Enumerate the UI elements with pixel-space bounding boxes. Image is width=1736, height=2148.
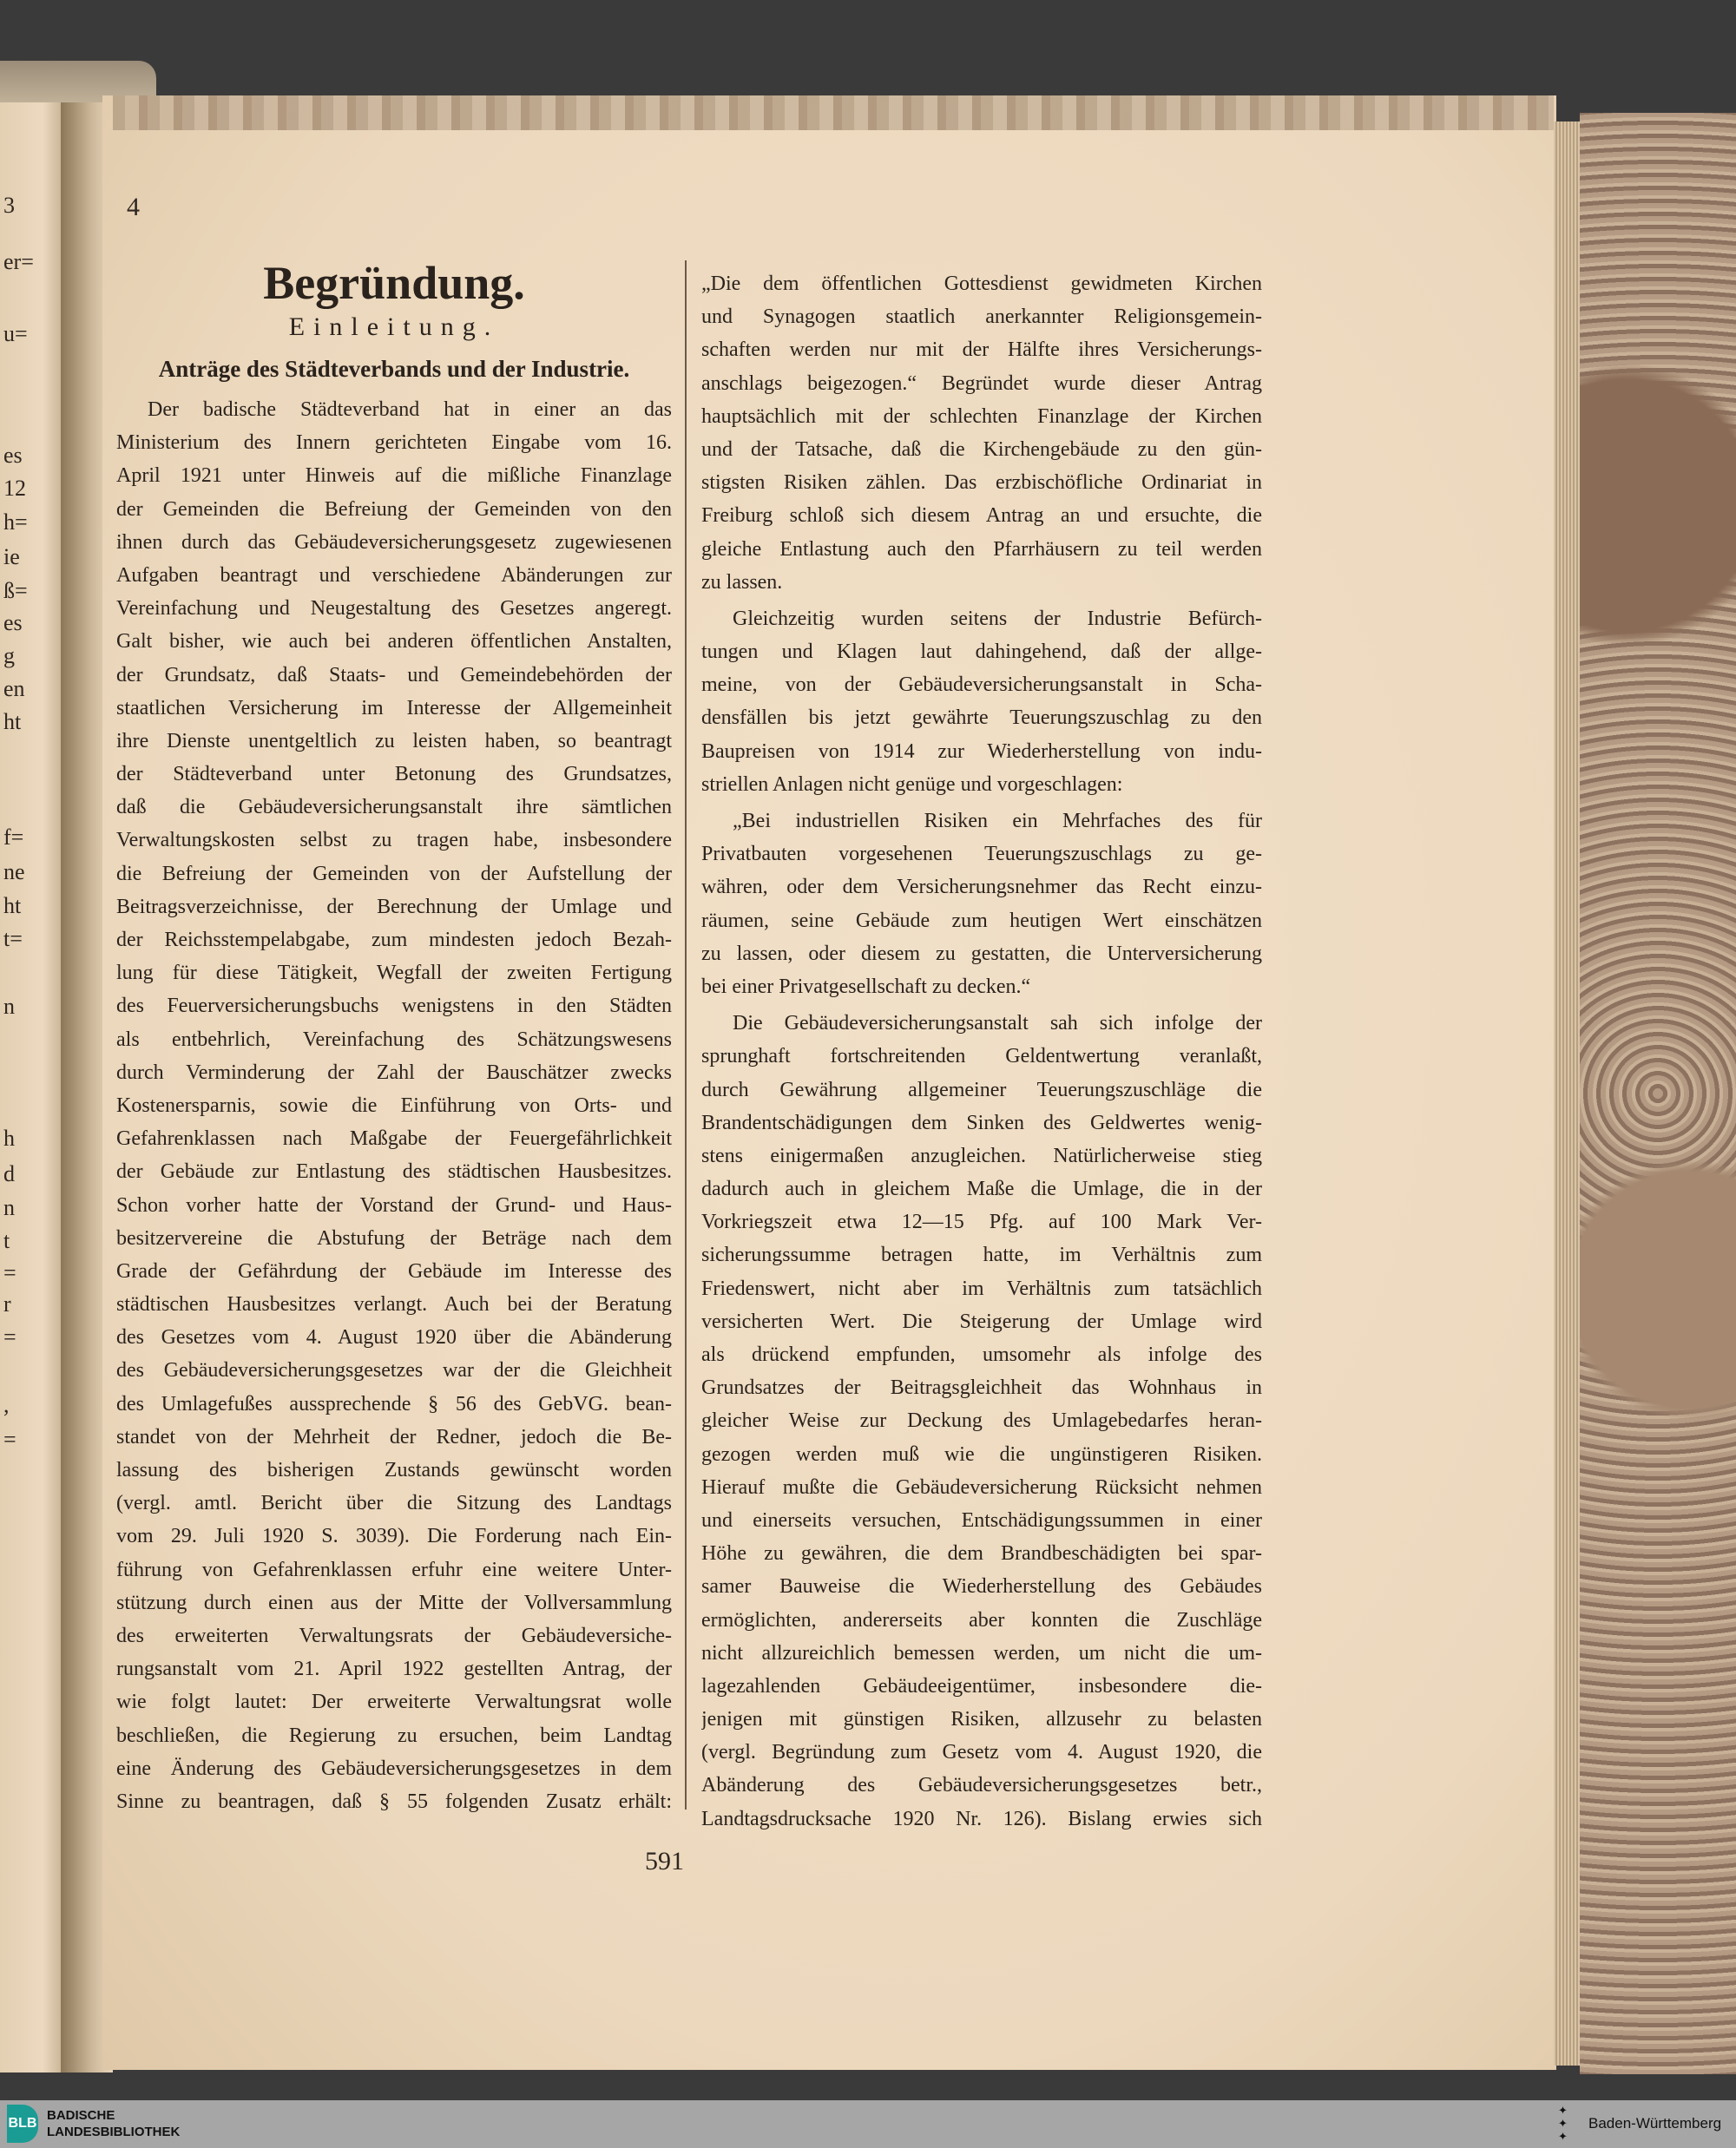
text-line: durch Verminderung der Zahl der Bauschätzer zwecks	[116, 1061, 672, 1084]
text-line: führung von Gefahrenklassen erfuhr eine weitere Unter-	[116, 1558, 672, 1581]
previous-page-text-fragment: =	[3, 1324, 16, 1350]
text-line: Der badische Städteverband hat in einer an das	[148, 398, 672, 421]
text-line: bei einer Privatgesellschaft zu decken.“	[701, 975, 1031, 998]
text-line: nicht allzureichlich bemessen werden, um nicht die um-	[701, 1641, 1262, 1665]
previous-page-text-fragment: ß=	[3, 578, 28, 603]
text-line: zu lassen.	[701, 570, 783, 594]
text-line: Ministerium des Innern gerichteten Eingabe vom 16.	[116, 431, 672, 455]
text-line: lung für diese Tätigkeit, Wegfall der zweiten Fertigung	[116, 962, 672, 985]
previous-page-text-fragment: h=	[3, 509, 28, 535]
text-line: die Befreiung der Gemeinden von der Aufstellung der	[116, 862, 672, 885]
page-title: Begründung.	[263, 257, 525, 309]
text-line: wie folgt lautet: Der erweiterte Verwaltungsrat wolle	[116, 1691, 672, 1714]
paragraph	[701, 1007, 1262, 1836]
text-line: Baupreisen von 1914 zur Wiederherstellung von indu-	[701, 739, 1262, 763]
paragraph	[701, 805, 1262, 1003]
previous-page-text-fragment: en	[3, 676, 25, 701]
previous-page-text-fragment: f=	[3, 824, 24, 850]
text-line: eine Änderung des Gebäudeversicherungsgesetzes in dem	[116, 1757, 672, 1780]
text-line: des Umlagefußes aussprechende § 56 des GebVG. bean-	[116, 1392, 672, 1416]
left-column	[116, 393, 672, 1818]
text-line: besitzervereine die Abstufung der Beträge nach dem	[116, 1226, 672, 1250]
text-line: ermöglichten, andererseits aber konnten die Zuschläge	[701, 1608, 1262, 1632]
text-line: gleiche Entlastung auch den Pfarrhäusern zu teil werden	[701, 537, 1262, 561]
previous-page-text-fragment: h	[3, 1126, 15, 1151]
text-line: daß die Gebäudeversicherungsanstalt ihre sämtlichen	[116, 796, 672, 819]
text-line: der Gebäude zur Entlastung des städtischen Hausbesitzes.	[116, 1160, 672, 1184]
previous-page-text-fragment: es	[3, 443, 23, 468]
text-line: Gleichzeitig wurden seitens der Industrie Befürch-	[733, 607, 1262, 630]
text-line: tungen und Klagen laut dahingehend, daß der allge-	[701, 640, 1262, 664]
text-line: und der Tatsache, daß die Kirchengebäude zu den gün-	[701, 437, 1262, 461]
paragraph	[116, 393, 672, 1818]
state-label[interactable]: Baden-Württemberg	[1588, 2115, 1722, 2132]
text-line: der Gemeinden die Befreiung der Gemeinden von den	[116, 497, 672, 521]
text-line: beschließen, die Regierung zu ersuchen, beim Landtag	[116, 1724, 672, 1747]
text-line: der Städteverband unter Betonung des Grundsatzes,	[116, 763, 672, 786]
text-line: Verwaltungskosten selbst zu tragen habe, insbesondere	[116, 829, 672, 852]
text-line: Vereinfachung und Neugestaltung des Gesetzes angeregt.	[116, 597, 672, 621]
text-line: stens einigermaßen anzugleichen. Natürlicherweise stieg	[701, 1144, 1262, 1167]
text-line: ihnen durch das Gebäudeversicherungsgesetz zugewiesenen	[116, 530, 672, 554]
text-line: (vergl. amtl. Bericht über die Sitzung des Landtags	[116, 1492, 672, 1515]
text-line: jenigen mit günstigen Risiken, allzusehr zu belasten	[701, 1708, 1262, 1731]
text-line: anschlags beigezogen.“ Begründet wurde dieser Antrag	[701, 371, 1262, 395]
lion-emblem-icon: ✦ ✦ ✦	[1558, 2104, 1568, 2143]
page-label: 4	[127, 193, 140, 221]
text-line: Schon vorher hatte der Vorstand der Grund- und Haus-	[116, 1193, 672, 1217]
text-line: Die Gebäudeversicherungsanstalt sah sich infolge der	[733, 1012, 1262, 1035]
previous-page-text-fragment: ht	[3, 893, 22, 918]
text-line: durch Gewährung allgemeiner Teuerungszuschläge die	[701, 1078, 1262, 1101]
text-line: stützung durch einen aus der Mitte der Vollversammlung	[116, 1591, 672, 1614]
text-line: staatlichen Versicherung im Interesse der Allgemeinheit	[116, 696, 672, 719]
library-name[interactable]	[47, 2107, 180, 2140]
previous-page-text-fragment: 3	[3, 193, 15, 218]
text-line: dadurch auch in gleichem Maße die Umlage, die in der	[701, 1178, 1262, 1201]
text-line: Sinne zu beantragen, daß § 55 folgenden Zusatz erhält:	[116, 1790, 672, 1813]
text-line: rungsanstalt vom 21. April 1922 gestellten Antrag, der	[116, 1658, 672, 1681]
text-line: als drückend empfunden, umsomehr als infolge des	[701, 1343, 1262, 1366]
text-line: vom 29. Juli 1920 S. 3039). Die Forderung nach Ein-	[116, 1525, 672, 1548]
text-line: Freiburg schloß sich diesem Antrag an und ersuchte, die	[701, 504, 1262, 528]
text-line: des Gebäudeversicherungsgesetzes war der die Gleichheit	[116, 1359, 672, 1383]
previous-page-text-fragment: 12	[3, 476, 26, 501]
blb-logo[interactable]: BLB	[7, 2105, 38, 2143]
previous-page-text-fragment: n	[3, 994, 15, 1019]
text-line: währen, oder dem Versicherungsnehmer das Recht einzu-	[701, 876, 1262, 899]
previous-page-text-fragment: ht	[3, 709, 22, 734]
text-line: sprunghaft fortschreitenden Geldentwertung veranlaßt,	[701, 1045, 1262, 1068]
column-divider	[685, 260, 687, 1810]
previous-page-text-fragment: n	[3, 1195, 15, 1220]
library-name-line2: LANDESBIBLIOTHEK	[47, 2125, 181, 2139]
text-line: der Reichsstempelabgabe, zum mindesten jedoch Bezah-	[116, 929, 672, 951]
text-line: Privatbauten vorgesehenen Teuerungszuschlags zu ge-	[701, 843, 1262, 866]
marbled-cover	[1580, 113, 1736, 2074]
previous-page-text-fragment: r	[3, 1291, 11, 1317]
previous-page-text-fragment: g	[3, 643, 15, 668]
text-line: lassung des bisherigen Zustands gewünscht worden	[116, 1459, 672, 1481]
text-line: des Gesetzes vom 4. August 1920 über die Abänderung	[116, 1326, 672, 1350]
previous-page-text-fragment: ie	[3, 544, 20, 569]
paragraph	[701, 267, 1262, 599]
text-line: ihre Dienste unentgeltlich zu leisten haben, so beantragt	[116, 729, 672, 752]
previous-page-text-fragment: u=	[3, 321, 28, 346]
text-line: (vergl. Begründung zum Gesetz vom 4. August 1920, die	[701, 1741, 1262, 1764]
text-line: lagezahlenden Gebäudeeigentümer, insbesondere die-	[701, 1674, 1262, 1698]
previous-page-text-fragment: d	[3, 1161, 15, 1186]
text-line: Aufgaben beantragt und verschiedene Abänderungen zur	[116, 563, 672, 587]
text-line: densfällen bis jetzt gewährte Teuerungszuschlag zu den	[701, 706, 1262, 730]
text-line: stigsten Risiken zählen. Das erzbischöfliche Ordinariat in	[701, 471, 1262, 495]
text-line: sicherungssumme betragen hatte, im Verhältnis zum	[701, 1244, 1262, 1267]
text-line: und Synagogen staatlich anerkannter Religionsgemein-	[701, 305, 1262, 329]
text-line: städtischen Hausbesitzes verlangt. Auch bei der Beratung	[116, 1293, 672, 1317]
text-line: Grundsatzes der Beitragsgleichheit das Wohnhaus in	[701, 1376, 1262, 1400]
text-line: der Grundsatz, daß Staats- und Gemeindebehörden der	[116, 663, 672, 686]
text-line: als entbehrlich, Vereinfachung des Schätzungswesens	[116, 1028, 672, 1051]
section-heading: Anträge des Städteverbands und der Industrie.	[158, 356, 630, 382]
right-column	[701, 267, 1262, 1836]
text-line: Galt bisher, wie auch bei anderen öffentlichen Anstalten,	[116, 630, 672, 654]
previous-page-text-fragment: =	[3, 1427, 16, 1452]
text-line: Brandentschädigungen dem Sinken des Geldwertes wenig-	[701, 1111, 1262, 1134]
text-line: Kostenersparnis, sowie die Einführung von Orts- und	[116, 1094, 672, 1117]
text-line: Gefahrenklassen nach Maßgabe der Feuergefährlichkeit	[116, 1127, 672, 1151]
text-line: „Bei industriellen Risiken ein Mehrfaches des für	[733, 810, 1262, 832]
text-line: räumen, seine Gebäude zum heutigen Wert einschätzen	[701, 909, 1262, 932]
text-line: zu lassen, oder diesem zu gestatten, die Unterversicherung	[701, 942, 1262, 965]
text-line: hauptsächlich mit der schlechten Finanzlage der Kirchen	[701, 404, 1262, 428]
library-name-line1: BADISCHE	[47, 2108, 115, 2123]
text-line: des Feuerversicherungsbuchs wenigstens in den Städten	[116, 995, 672, 1018]
page-number: 591	[645, 1847, 684, 1875]
previous-page-text-fragment: es	[3, 610, 23, 635]
text-line: schaften werden nur mit der Hälfte ihres Versicherungs-	[701, 338, 1262, 362]
text-line: meine, von der Gebäudeversicherungsanstalt in Scha-	[701, 673, 1262, 697]
page-stack-edge	[1554, 122, 1580, 2066]
text-line: „Die dem öffentlichen Gottesdienst gewidmeten Kirchen	[701, 273, 1262, 295]
text-line: Friedenswert, nicht aber im Verhältnis zum tatsächlich	[701, 1277, 1262, 1300]
text-line: standet von der Mehrheit der Redner, jedoch die Be-	[116, 1425, 672, 1448]
text-line: und einerseits versuchen, Entschädigungssummen in einer	[701, 1508, 1262, 1532]
footer-bar	[0, 2100, 1736, 2148]
text-line: striellen Anlagen nicht genüge und vorgeschlagen:	[701, 772, 1123, 796]
previous-page-text-fragment: t=	[3, 926, 23, 951]
page-top-edge	[113, 95, 1554, 130]
text-line: gleicher Weise zur Deckung des Umlagebedarfes heran-	[701, 1409, 1262, 1433]
text-line: April 1921 unter Hinweis auf die mißliche Finanzlage	[116, 464, 672, 488]
previous-page-text-fragment: er=	[3, 249, 34, 274]
text-line: Vorkriegszeit etwa 12—15 Pfg. auf 100 Mark Ver-	[701, 1211, 1262, 1234]
text-line: Landtagsdrucksache 1920 Nr. 126). Bislang erwies sich	[701, 1807, 1262, 1830]
text-line: versicherten Wert. Die Steigerung der Umlage wird	[701, 1310, 1262, 1333]
section-subtitle: Einleitung.	[288, 312, 500, 341]
previous-page-text-fragment: ,	[3, 1392, 10, 1417]
text-line: des erweiterten Verwaltungsrats der Gebäudeversiche-	[116, 1624, 672, 1647]
text-line: samer Bauweise die Wiederherstellung des Gebäudes	[701, 1575, 1262, 1599]
previous-page-text-fragment: =	[3, 1260, 16, 1285]
text-line: Hierauf mußte die Gebäudeversicherung Rücksicht nehmen	[701, 1475, 1262, 1499]
paragraph	[701, 602, 1262, 801]
text-line: Abänderung des Gebäudeversicherungsgesetzes betr.,	[701, 1774, 1262, 1797]
text-line: Grade der Gefährdung der Gebäude im Interesse des	[116, 1259, 672, 1283]
previous-page-text-fragment: t	[3, 1228, 10, 1253]
text-line: Beitragsverzeichnisse, der Berechnung der Umlage und	[116, 895, 672, 918]
previous-page-text-fragment: ne	[3, 859, 25, 884]
text-line: gezogen werden muß wie die ungünstigeren Risiken.	[701, 1442, 1262, 1466]
text-line: Höhe zu gewähren, die dem Brandbeschädigten bei spar-	[701, 1542, 1262, 1566]
